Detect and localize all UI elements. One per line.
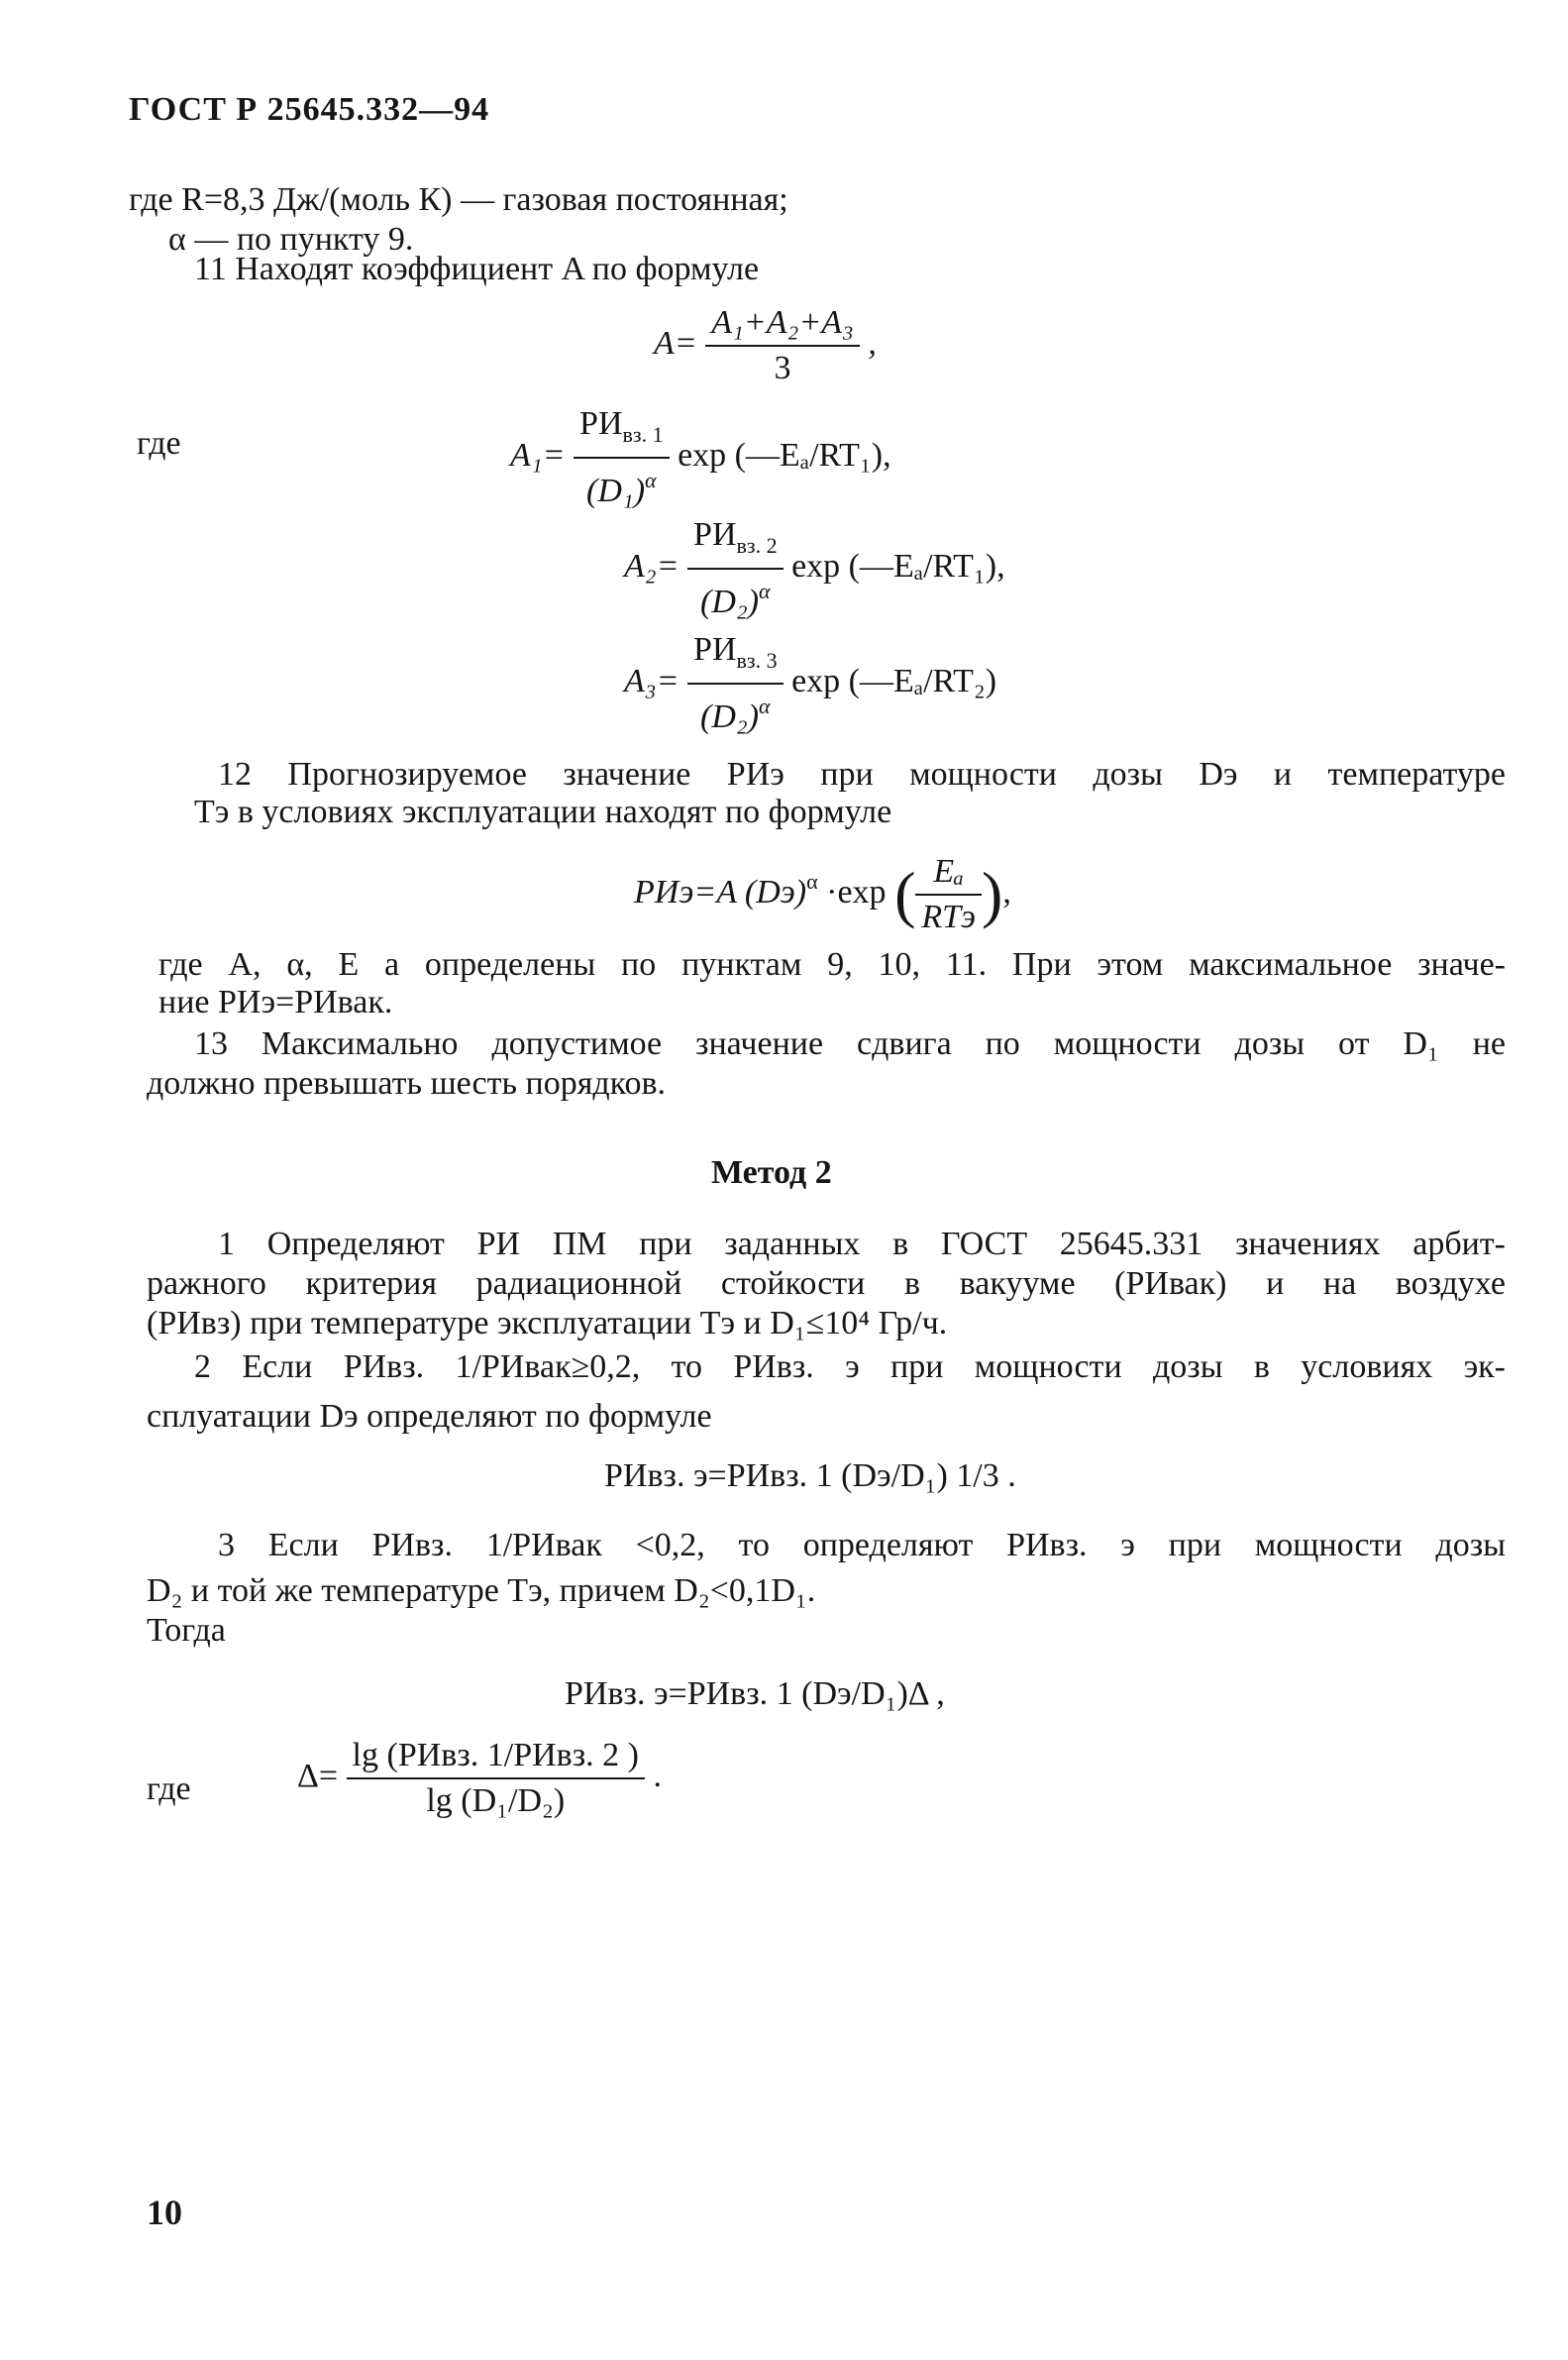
formula-delta-fraction [347,1736,645,1821]
point-12-line-4: ние РИэ=РИвак. [158,984,393,1020]
formula-A1 [510,404,891,511]
formula-A2-den: (D₂) [700,584,760,620]
formula-A2-lhs: A₂= [624,547,679,585]
formula-A1-den-sup: α [645,468,657,492]
formula-A3-fraction [687,630,784,737]
method-2-step-3-line-1: 3 Если РИвз. 1/РИвак <0,2, то определяют РИвз. э при мощности дозы [218,1527,1506,1563]
method-2-step-2-line-1: 2 Если РИвз. 1/РИвак≥0,2, то РИвз. э при мощности дозы в условиях эк- [194,1348,1506,1385]
formula-RIe-lhs: РИэ=A (Dэ) [634,873,807,911]
formula-A3-num-main: РИ [693,631,737,668]
formula-A2-fraction [687,515,784,622]
formula-A3-den-sup: α [759,694,771,718]
method-2-formula-1: РИвз. э=РИвз. 1 (Dэ/D₁) 1/3 . [604,1457,1016,1494]
formula-A2-den-sup: α [759,579,771,603]
point-11-text: 11 Находят коэффициент A по формуле [194,251,760,287]
point-13-line-1: 13 Максимально допустимое значение сдвига по мощности дозы от D₁ не [194,1025,1506,1062]
formula-RIe-fraction [915,852,982,937]
method-2-step-3-line-3: Тогда [147,1612,226,1649]
formula-A [654,303,877,388]
formula-A2 [624,515,1005,622]
formula-A-numerator: A₁+A₂+A₃ [711,304,854,341]
formula-A1-tail: exp (—Eₐ/RT₁), [678,436,891,474]
formula-RIe: РИэ=A (Dэ)$^\alpha$ ·exp ( $\frac{\text{Eₐ}}{\text{RTэ}}$ ), [634,853,1011,935]
where-label-2: где [147,1770,191,1807]
formula-delta-tail: . [653,1757,662,1794]
formula-RIe-tail: , [1002,873,1011,911]
formula-RIe-num: Eₐ [933,853,965,890]
point-12-line-1: 12 Прогнозируемое значение РИэ при мощности дозы Dэ и температуре [218,756,1506,793]
definition-gas-constant: где R=8,3 Дж/(моль К) — газовая постоянная; [129,181,788,218]
formula-RIe-sup: α [806,868,818,894]
formula-A3-num-sub: вз. 3 [736,648,778,673]
formula-A2-num-main: РИ [693,516,737,553]
formula-delta-num: lg (РИвз. 1/РИвз. 2 ) [352,1737,639,1773]
formula-delta [297,1736,662,1821]
formula-delta-lhs: Δ= [297,1757,339,1794]
formula-A-denominator: 3 [774,350,791,386]
formula-A3-den: (D₂) [700,698,760,735]
formula-A-lhs: A= [654,324,697,362]
formula-A2-num-sub: вз. 2 [736,533,778,558]
definition-alpha: α — по пункту 9. [168,221,414,258]
formula-A1-fraction [574,404,670,511]
method-2-step-1-line-3: (РИвз) при температуре эксплуатации Tэ и D₁≤10⁴ Гр/ч. [147,1305,948,1341]
method-2-step-2-line-2: сплуатации Dэ определяют по формуле [147,1398,712,1435]
method-2-step-1-line-1: 1 Определяют РИ ПМ при заданных в ГОСТ 25645.331 значениях арбит- [218,1226,1506,1262]
point-13-line-2: должно превышать шесть порядков. [147,1065,666,1102]
formula-RIe-mid: ·exp [826,873,887,911]
formula-A1-lhs: A₁= [510,436,566,474]
formula-A3-lhs: A₃= [624,662,679,699]
method-2-formula-2: РИвз. э=РИвз. 1 (Dэ/D₁)Δ , [565,1675,945,1712]
formula-A-tail: , [868,324,877,362]
formula-A3 [624,630,996,737]
method-2-step-3-line-2: D₂ и той же температуре Tэ, причем D₂<0,1D₁. [147,1572,816,1609]
formula-A-fraction [705,303,860,388]
formula-A1-den: (D₁) [586,473,646,509]
formula-delta-den: lg (D₁/D₂) [426,1782,566,1819]
point-12-line-2: Tэ в условиях эксплуатации находят по формуле [194,794,892,830]
document-header: ГОСТ Р 25645.332—94 [129,91,490,128]
formula-A2-tail: exp (—Eₐ/RT₁), [791,547,1005,585]
formula-RIe-den: RTэ [921,899,977,935]
page-number: 10 [147,2193,182,2232]
method-2-title: Метод 2 [711,1154,832,1191]
where-label-1: где [137,425,181,462]
formula-A3-tail: exp (—Eₐ/RT₂) [791,662,997,699]
formula-A1-num-main: РИ [579,405,623,442]
point-12-line-3: где A, α, E а определены по пунктам 9, 10, 11. При этом максимальное значе- [158,946,1506,983]
formula-A1-num-sub: вз. 1 [622,422,664,447]
method-2-step-1-line-2: ражного критерия радиационной стойкости в вакууме (РИвак) и на воздухе [147,1265,1506,1302]
